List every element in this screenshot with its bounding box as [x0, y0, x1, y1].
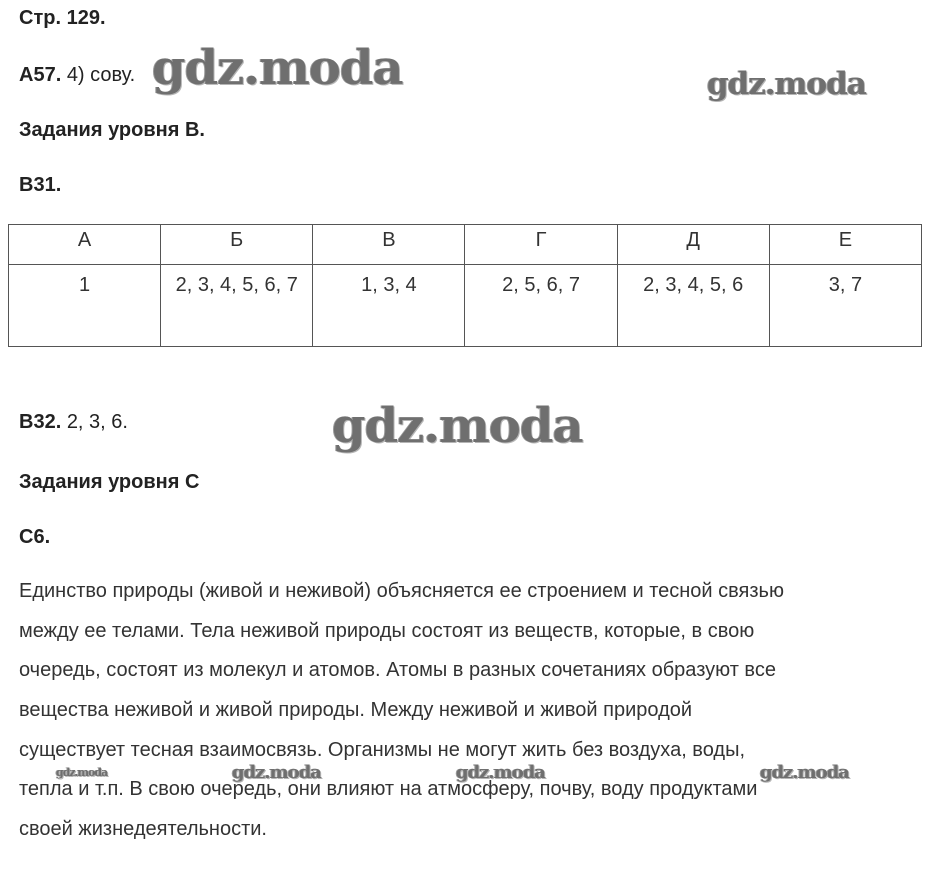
table-cell: 1	[9, 265, 161, 347]
answer-b31-label: В31.	[19, 174, 62, 196]
paragraph-line: очередь, состоят из молекул и атомов. Атомы в разных сочетаниях образуют все	[19, 659, 776, 682]
level-c-heading: Задания уровня С	[19, 471, 200, 493]
paragraph-line: тепла и т.п. В свою очередь, они влияют на атмосферу, почву, воду продуктами	[19, 778, 758, 801]
table-cell: 2, 5, 6, 7	[465, 265, 617, 347]
table-cell: 3, 7	[769, 265, 921, 347]
table-header-cell: Д	[617, 225, 769, 265]
answer-a57-label: А57.	[19, 64, 62, 86]
answer-b32-label: В32.	[19, 411, 62, 433]
answer-a57-text: 4) сову.	[66, 64, 136, 86]
table-header-cell: А	[9, 225, 161, 265]
page-number: Стр. 129.	[19, 7, 106, 29]
table-header-cell: Е	[769, 225, 921, 265]
table-cell: 2, 3, 4, 5, 6, 7	[161, 265, 313, 347]
table-header-row	[9, 225, 922, 265]
paragraph-line: своей жизнедеятельности.	[19, 818, 267, 841]
table-row	[9, 265, 922, 347]
watermark: gdz.moda	[760, 762, 849, 783]
level-b-heading: Задания уровня В.	[19, 119, 205, 141]
table-header-cell: Б	[161, 225, 313, 265]
watermark: gdz.moda	[332, 398, 583, 454]
table-header-cell: В	[313, 225, 465, 265]
paragraph-line: существует тесная взаимосвязь. Организмы не могут жить без воздуха, воды,	[19, 738, 745, 761]
paragraph-line: вещества неживой и живой природы. Между неживой и живой природой	[19, 699, 693, 722]
watermark: gdz.moda	[232, 762, 321, 783]
watermark: gdz.moda	[56, 766, 108, 779]
table-cell: 2, 3, 4, 5, 6	[617, 265, 769, 347]
answer-c6-text	[19, 572, 919, 850]
paragraph-line: между ее телами. Тела неживой природы состоят из веществ, которые, в свою	[19, 619, 755, 642]
watermark: gdz.moda	[456, 762, 545, 783]
answer-b32	[19, 410, 128, 434]
watermark: gdz.moda	[152, 40, 403, 96]
watermark: gdz.moda	[707, 66, 866, 102]
table-cell: 1, 3, 4	[313, 265, 465, 347]
b31-table	[8, 224, 922, 347]
answer-b32-text: 2, 3, 6.	[66, 411, 128, 433]
answer-a57	[19, 63, 135, 87]
paragraph-line: Единство природы (живой и неживой) объясняется ее строением и тесной связью	[19, 580, 784, 602]
answer-c6-label: С6.	[19, 526, 51, 548]
table-header-cell: Г	[465, 225, 617, 265]
